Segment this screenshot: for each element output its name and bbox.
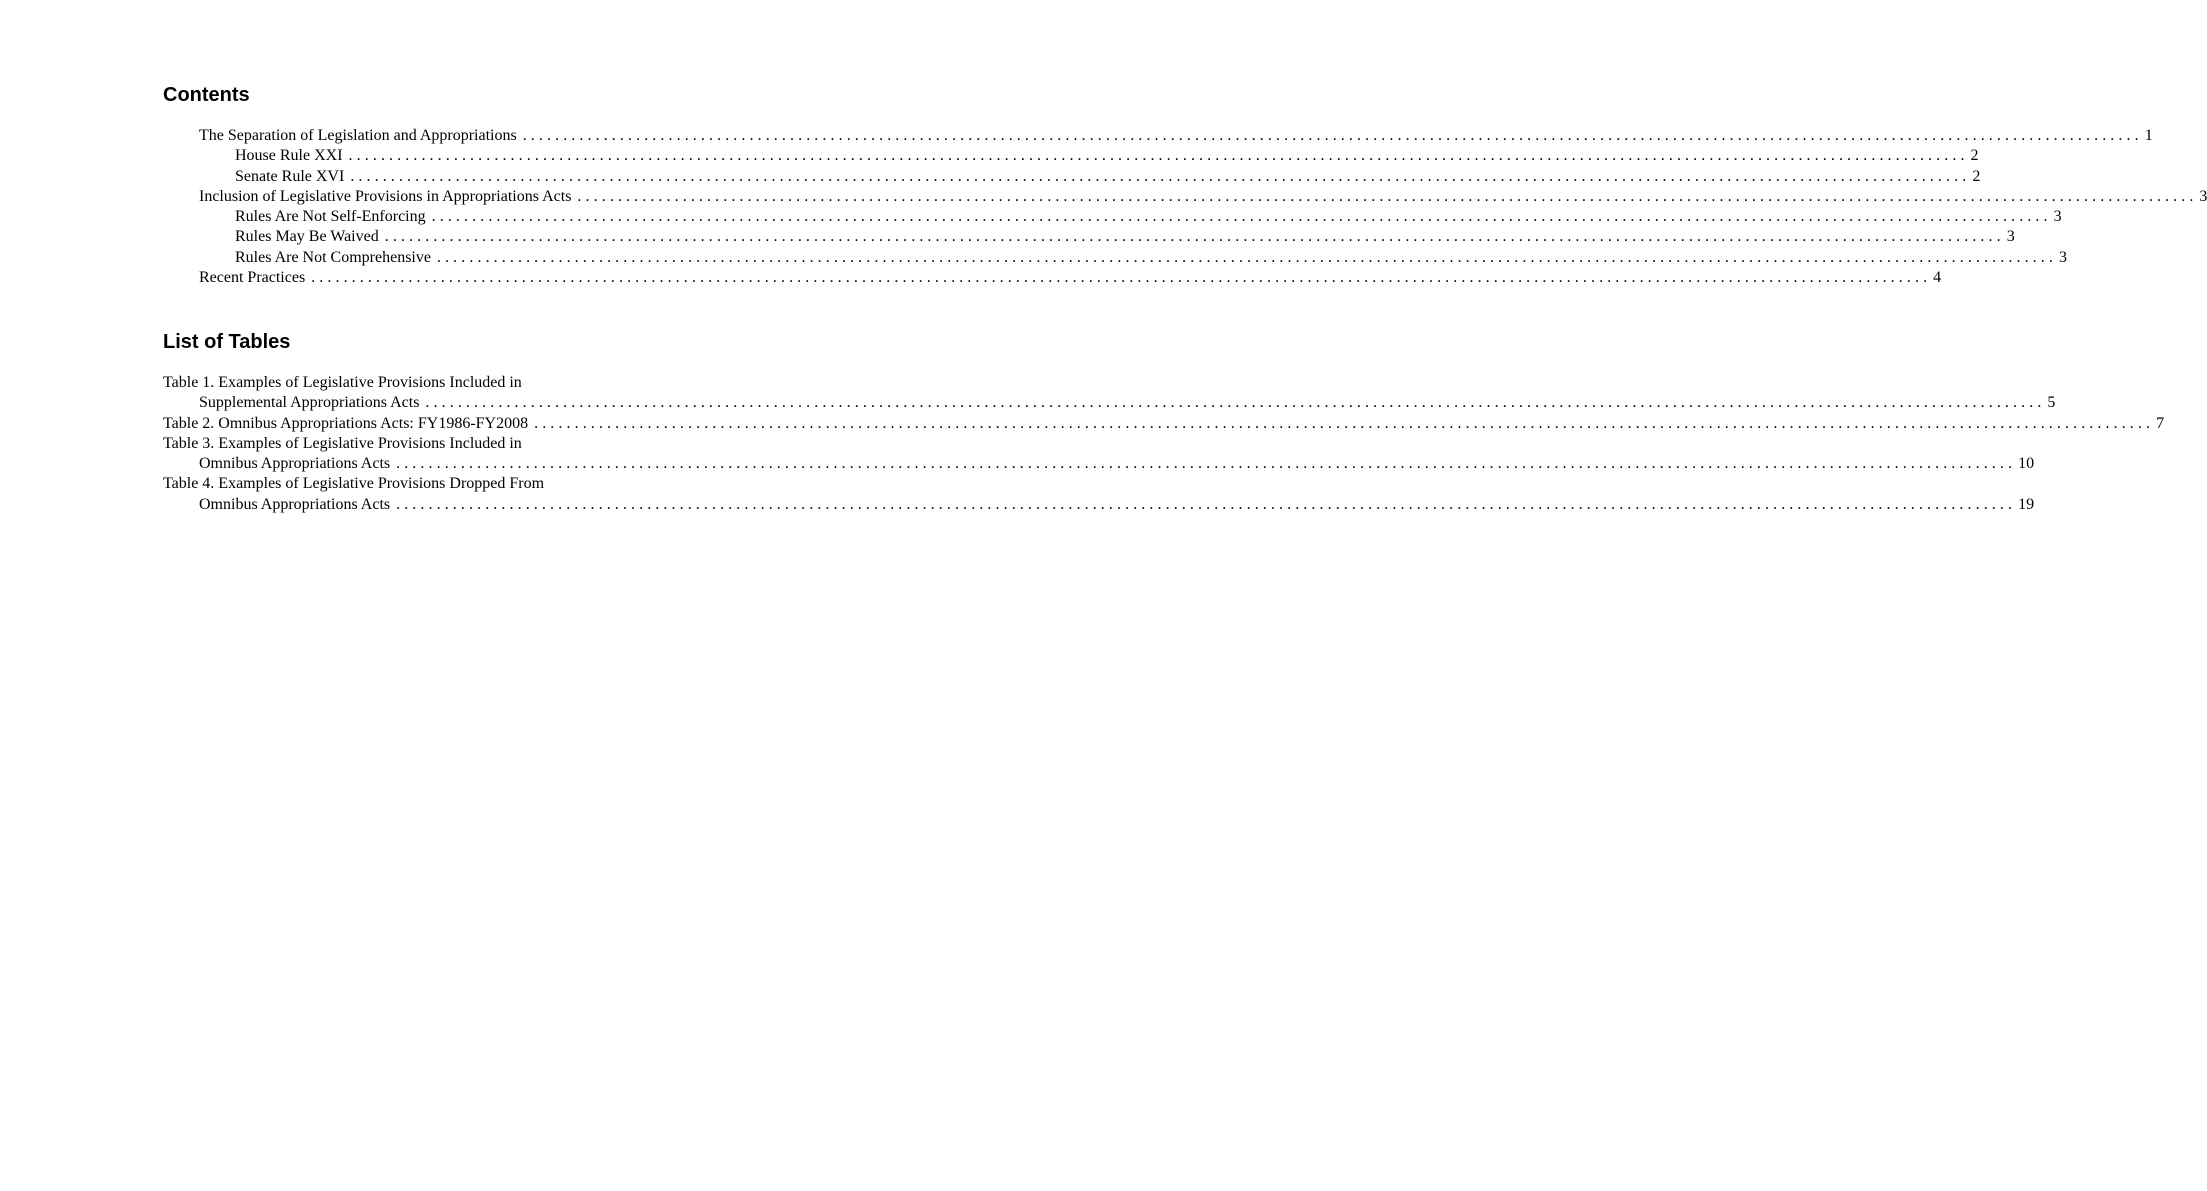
table-entry-page: 19 (2018, 495, 2035, 513)
table-entry-title: Table 1. Examples of Legislative Provisions Included in (163, 374, 522, 391)
toc-entry[interactable] (163, 248, 2067, 268)
dot-leader: ........................................................................................................................................................................................................ (396, 455, 2017, 473)
contents-list (163, 126, 2207, 288)
contents-heading: Contents (163, 84, 250, 106)
toc-entry-title: Rules May Be Waived (235, 228, 379, 246)
table-entry-line[interactable] (163, 495, 2035, 515)
dot-leader: ........................................................................................................................................................................................................ (436, 248, 2057, 266)
dot-leader: ........................................................................................................................................................................................................ (350, 167, 1971, 185)
toc-entry[interactable] (163, 227, 2015, 247)
dot-leader: ........................................................................................................................................................................................................ (431, 208, 2052, 226)
toc-entry-page: 3 (2199, 187, 2207, 205)
table-entry-page: 7 (2156, 414, 2165, 432)
toc-entry-title: The Separation of Legislation and Appropriations (199, 127, 517, 144)
toc-entry[interactable] (163, 146, 1979, 166)
dot-leader: ........................................................................................................................................................................................................ (384, 228, 2005, 246)
toc-entry[interactable] (163, 187, 2207, 207)
toc-entry-page: 4 (1933, 269, 1942, 287)
dot-leader: ........................................................................................................................................................................................................ (311, 269, 1932, 287)
toc-entry-title: Rules Are Not Self-Enforcing (235, 208, 426, 226)
table-entry-title: Table 2. Omnibus Appropriations Acts: FY1986-FY2008 (163, 414, 529, 432)
toc-entry-page: 3 (2006, 228, 2015, 246)
toc-entry-title: Recent Practices (199, 269, 306, 287)
table-entry-line[interactable] (163, 474, 758, 494)
toc-entry-page: 2 (1970, 147, 1979, 165)
list-of-tables-heading: List of Tables (163, 331, 291, 353)
table-entry-title-cont: Supplemental Appropriations Acts (199, 394, 420, 412)
table-entry-line[interactable] (163, 434, 758, 454)
table-entry-title: Table 3. Examples of Legislative Provisions Included in (163, 434, 522, 452)
dot-leader: ........................................................................................................................................................................................................ (522, 127, 2143, 144)
toc-entry-title: Rules Are Not Comprehensive (235, 248, 431, 266)
table-entry-title: Table 4. Examples of Legislative Provisions Dropped From (163, 475, 545, 493)
dot-leader: ........................................................................................................................................................................................................ (534, 414, 2155, 432)
toc-entry-title: Inclusion of Legislative Provisions in Appropriations Acts (199, 187, 572, 205)
dot-leader: ........................................................................................................................................................................................................ (348, 147, 1969, 165)
toc-entry[interactable] (163, 207, 2062, 227)
toc-entry[interactable] (163, 167, 1981, 187)
table-entry-page: 10 (2018, 455, 2035, 473)
list-of-tables (163, 373, 2165, 515)
dot-leader: ........................................................................................................................................................................................................ (577, 187, 2198, 205)
toc-entry-page: 2 (1972, 167, 1981, 185)
toc-entry-title: Senate Rule XVI (235, 167, 345, 185)
dot-leader: ........................................................................................................................................................................................................ (396, 495, 2017, 513)
toc-entry[interactable] (163, 126, 2153, 146)
toc-entry-page: 3 (2058, 248, 2067, 266)
toc-entry-title: House Rule XXI (235, 147, 343, 165)
dot-leader: ........................................................................................................................................................................................................ (425, 394, 2046, 412)
table-entry-line[interactable] (163, 414, 2165, 434)
table-entry-title-cont: Omnibus Appropriations Acts (199, 495, 391, 513)
table-entry-line[interactable] (163, 393, 2056, 413)
table-entry-page: 5 (2047, 394, 2056, 412)
toc-entry[interactable] (163, 268, 1942, 288)
table-entry-line[interactable] (163, 454, 2035, 474)
table-entry-title-cont: Omnibus Appropriations Acts (199, 455, 391, 473)
table-entry-line[interactable] (163, 373, 758, 393)
toc-entry-page: 1 (2144, 127, 2153, 144)
toc-entry-page: 3 (2053, 208, 2062, 226)
